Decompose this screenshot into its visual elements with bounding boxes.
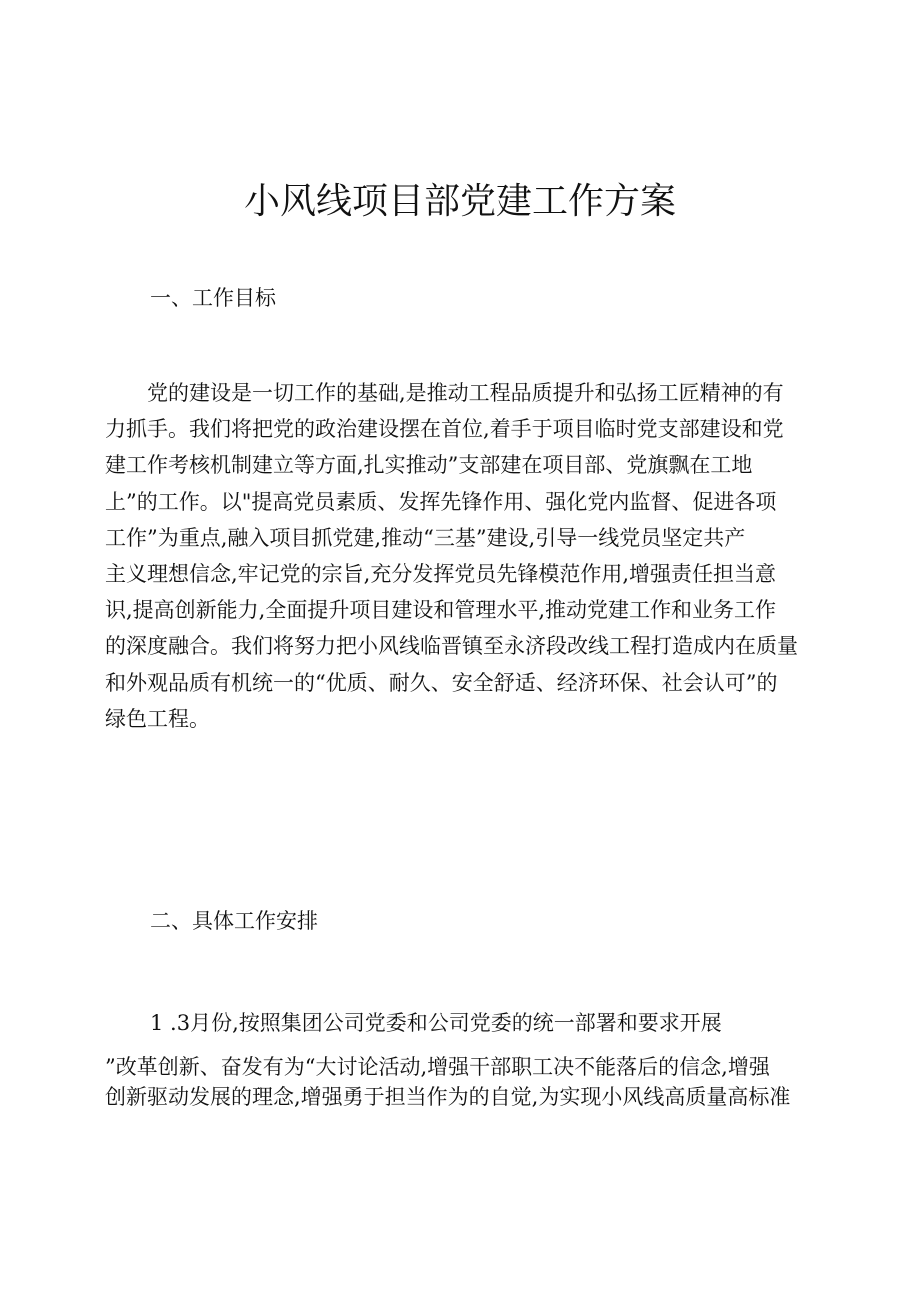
paragraph-line: 主义理想信念,牢记党的宗旨,充分发挥党员先锋模范作用,增强责任担当意 (105, 561, 777, 586)
list-item-1-line: ”改革创新、奋发有为“大讨论活动,增强干部职工决不能落后的信念,增强 (105, 1055, 770, 1079)
section-heading-work-goals: 一、工作目标 (150, 286, 276, 310)
list-item-1-line: 创新驱动发展的理念,增强勇于担当作为的自觉,为实现小风线高质量高标准 (105, 1085, 791, 1109)
paragraph-line: 识,提高创新能力,全面提升项目建设和管理水平,推动党建工作和业务工作 (105, 598, 777, 623)
paragraph-work-goals (105, 375, 825, 737)
section-heading-specific-arrangements: 二、具体工作安排 (150, 909, 318, 933)
paragraph-line: 上”的工作。以"提高党员素质、发挥先锋作用、强化党内监督、促进各项 (105, 489, 777, 514)
paragraph-line: 绿色工程。 (105, 706, 210, 731)
paragraph-line: 建工作考核机制建立等方面,扎实推动”支部建在项目部、党旗飘在工地 (105, 453, 753, 478)
paragraph-line: 工作”为重点,融入项目抓党建,推动“三基”建设,引导一线党员坚定共产 (105, 525, 746, 550)
list-item-1-line: 1 .3月份,按照集团公司党委和公司党委的统一部署和要求开展 (150, 1011, 722, 1035)
paragraph-line: 和外观品质有机统一的“优质、耐久、安全舒适、经济环保、社会认可”的 (105, 670, 778, 695)
document-title: 小风线项目部党建工作方案 (243, 181, 676, 222)
paragraph-line: 力抓手。我们将把党的政治建设摆在首位,着手于项目临时党支部建设和党 (105, 417, 784, 442)
paragraph-line: 的深度融合。我们将努力把小风线临晋镇至永济段改线工程打造成内在质量 (105, 634, 798, 659)
paragraph-line: 党的建设是一切工作的基础,是推动工程品质提升和弘扬工匠精神的有 (147, 381, 784, 405)
